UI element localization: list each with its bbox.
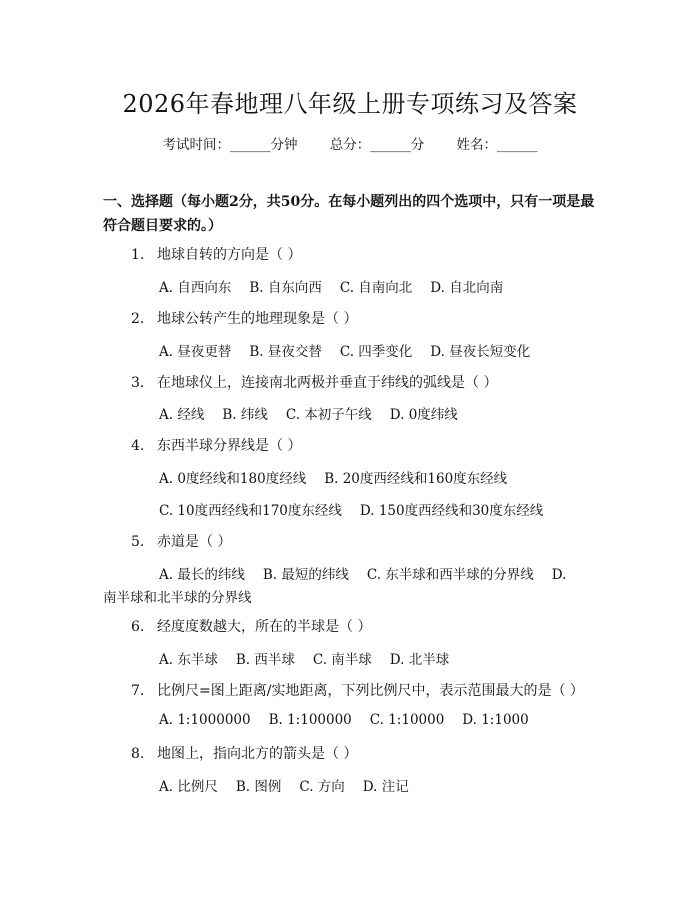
option-c: C. 自南向北 xyxy=(339,280,413,296)
option-b: B. 最短的纬线 xyxy=(262,567,349,583)
total-score-field: 总分：______分 xyxy=(329,137,425,153)
question-number: 7. xyxy=(131,683,145,699)
question-number: 2. xyxy=(131,311,145,327)
option-b: B. 自东向西 xyxy=(249,280,322,296)
question-text: 比例尺=图上距离/实地距离，下列比例尺中，表示范围最大的是（ ） xyxy=(157,683,584,699)
question-text: 在地球仪上，连接南北两极并垂直于纬线的弧线是（ ） xyxy=(157,375,498,391)
question-number: 3. xyxy=(131,375,145,391)
option-d: D. 自北向南 xyxy=(430,280,504,296)
question-1 xyxy=(131,244,301,264)
exam-meta xyxy=(0,133,700,153)
question-3 xyxy=(131,372,497,392)
option-d: D. xyxy=(551,567,567,583)
question-2 xyxy=(131,308,357,328)
option-d: D. 1:1000 xyxy=(462,712,529,728)
option-b: B. 昼夜交替 xyxy=(249,344,322,360)
option-c: C. 1:10000 xyxy=(369,712,445,728)
question-number: 8. xyxy=(131,746,145,762)
question-text: 经度度数越大，所在的半球是（ ） xyxy=(157,619,372,635)
question-text: 地球公转产生的地理现象是（ ） xyxy=(157,311,358,327)
option-b: B. 图例 xyxy=(235,779,282,795)
option-b: B. 纬线 xyxy=(222,407,268,423)
option-d: D. 昼夜长短变化 xyxy=(430,344,531,360)
question-5 xyxy=(131,531,231,551)
question-text: 赤道是（ ） xyxy=(157,534,232,550)
question-text: 东西半球分界线是（ ） xyxy=(157,438,302,454)
question-1-options xyxy=(159,276,521,296)
option-a: A. 经线 xyxy=(159,407,205,423)
option-c: C. 方向 xyxy=(299,779,345,795)
option-a: A. 昼夜更替 xyxy=(159,344,232,360)
option-d: D. 0度纬线 xyxy=(389,407,458,423)
option-c: C. 南半球 xyxy=(312,652,372,668)
option-d: D. 150度西经线和30度东经线 xyxy=(359,503,544,519)
option-a: A. 最长的纬线 xyxy=(159,567,245,583)
option-a: A. 自西向东 xyxy=(159,280,232,296)
question-text: 地球自转的方向是（ ） xyxy=(157,247,302,263)
option-b: B. 20度西经线和160度东经线 xyxy=(324,471,508,487)
question-number: 6. xyxy=(131,619,145,635)
option-d: D. 北半球 xyxy=(389,652,450,668)
question-4-options-row2 xyxy=(159,499,561,519)
question-6-options xyxy=(159,648,467,668)
option-a: A. 东半球 xyxy=(159,652,218,668)
option-b: B. 1:100000 xyxy=(268,712,352,728)
option-c: C. 东半球和西半球的分界线 xyxy=(366,567,534,583)
question-2-options xyxy=(159,340,548,360)
question-7 xyxy=(131,680,584,700)
option-c: C. 10度西经线和170度东经线 xyxy=(159,503,342,519)
option-a: A. 1:1000000 xyxy=(159,712,251,728)
option-a: A. 比例尺 xyxy=(159,779,218,795)
option-c: C. 四季变化 xyxy=(339,344,413,360)
question-8 xyxy=(131,743,357,763)
question-5-option-d-continued: 南半球和北半球的分界线 xyxy=(103,590,252,606)
page-title: 2026年春地理八年级上册专项练习及答案 xyxy=(122,90,578,118)
question-4 xyxy=(131,435,301,455)
question-4-options-row1 xyxy=(159,467,525,487)
question-7-options xyxy=(159,712,547,728)
question-3-options xyxy=(159,403,476,423)
exam-time-field: 考试时间：______分钟 xyxy=(162,137,298,153)
question-number: 5. xyxy=(131,534,145,550)
section-heading: 一、选择题（每小题2分，共50分。在每小题列出的四个选项中，只有一项是最符合题目要求的。） xyxy=(103,194,595,234)
question-6 xyxy=(131,616,371,636)
question-5-options xyxy=(159,563,566,583)
question-text: 地图上，指向北方的箭头是（ ） xyxy=(157,746,358,762)
question-number: 4. xyxy=(131,438,145,454)
option-c: C. 本初子午线 xyxy=(285,407,372,423)
option-d: D. 注记 xyxy=(362,779,409,795)
question-number: 1. xyxy=(131,247,145,263)
student-name-field: 姓名：______ xyxy=(456,137,538,153)
question-8-options xyxy=(159,775,427,795)
option-a: A. 0度经线和180度经线 xyxy=(159,471,307,487)
option-b: B. 西半球 xyxy=(235,652,295,668)
